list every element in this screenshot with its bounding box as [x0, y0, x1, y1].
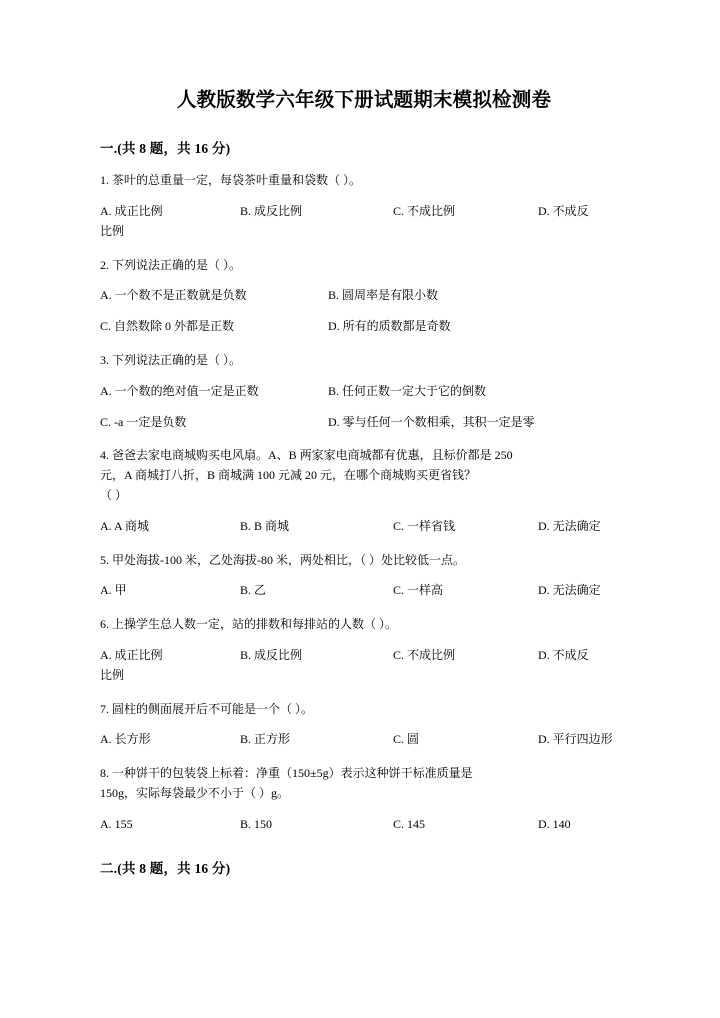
option-d[interactable]: D. 无法确定: [538, 583, 601, 598]
question-stem: 1. 茶叶的总重量一定，每袋茶叶重量和袋数（ ）。: [100, 173, 362, 188]
option-c[interactable]: C. 不成比例: [393, 204, 456, 219]
question-options: [100, 286, 628, 306]
question-stem: 3. 下列说法正确的是（ ）。: [100, 353, 242, 368]
question-stem: 2. 下列说法正确的是（ ）。: [100, 257, 242, 272]
option-c[interactable]: C. 自然数除 0 外都是正数: [100, 319, 235, 334]
option-a[interactable]: A. 一个数的绝对值一定是正数: [100, 383, 259, 398]
question-8: [100, 764, 628, 834]
question-stem: 7. 圆柱的侧面展开后不可能是一个（ ）。: [100, 701, 314, 716]
option-c[interactable]: C. 一样省钱: [393, 518, 456, 533]
option-overflow: 比例: [100, 667, 125, 682]
question-options: [100, 382, 628, 402]
option-c[interactable]: C. 一样高: [393, 583, 444, 598]
option-a[interactable]: A. 155: [100, 816, 133, 831]
question-stem-line2: 元，A 商城打八折，B 商城满 100 元减 20 元，在哪个商城购买更省钱？: [100, 468, 477, 483]
option-d[interactable]: D. 所有的质数都是奇数: [328, 319, 451, 334]
option-a[interactable]: A. 成正比例: [100, 648, 163, 662]
question-options: [100, 517, 628, 537]
question-stem-line2: 150g，实际每袋最少不小于（ ）g。: [100, 785, 290, 800]
option-d[interactable]: D. 无法确定: [538, 518, 601, 533]
option-a[interactable]: A. 一个数不是正数就是负数: [100, 288, 247, 303]
question-5: [100, 551, 628, 602]
option-c[interactable]: C. 145: [393, 816, 426, 831]
question-6: [100, 615, 628, 685]
option-a[interactable]: A. A 商城: [100, 518, 150, 533]
option-b[interactable]: B. 150: [240, 816, 273, 831]
question-options: [100, 815, 628, 835]
question-options: [100, 730, 628, 750]
option-b[interactable]: B. 成反比例: [240, 648, 303, 662]
question-3: [100, 351, 628, 432]
option-d[interactable]: D. 平行四边形: [538, 732, 613, 747]
question-options: [100, 413, 628, 433]
option-c[interactable]: C. 不成比例: [393, 648, 456, 662]
option-a[interactable]: A. 成正比例: [100, 204, 163, 219]
option-b[interactable]: B. B 商城: [240, 518, 290, 533]
option-d[interactable]: D. 零与任何一个数相乘，其积一定是零: [328, 414, 535, 429]
page-title: 人教版数学六年级下册试题期末模拟检测卷: [176, 90, 552, 111]
question-2: [100, 256, 628, 337]
question-stem-line3: （ ）: [100, 488, 128, 503]
question-options: [100, 202, 628, 242]
section-heading-1: 一.(共 8 题，共 16 分): [100, 141, 231, 157]
option-a[interactable]: A. 甲: [100, 583, 127, 598]
question-1: [100, 171, 628, 241]
option-b[interactable]: B. 圆周率是有限小数: [328, 288, 439, 303]
option-b[interactable]: B. 任何正数一定大于它的倒数: [328, 383, 487, 398]
option-d[interactable]: D. 不成反: [538, 204, 589, 219]
question-7: [100, 700, 628, 751]
option-overflow: 比例: [100, 223, 125, 238]
option-c[interactable]: C. -a 一定是负数: [100, 414, 187, 429]
option-b[interactable]: B. 乙: [240, 583, 267, 598]
question-stem: 4. 爸爸去家电商城购买电风扇。A、B 两家家电商城都有优惠，且标价都是 250: [100, 448, 513, 463]
option-b[interactable]: B. 成反比例: [240, 204, 303, 219]
option-c[interactable]: C. 圆: [393, 732, 420, 747]
question-options: [100, 581, 628, 601]
question-stem: 6. 上操学生总人数一定，站的排数和每排站的人数（ ）。: [100, 617, 398, 632]
section-heading-2: 二.(共 8 题，共 16 分): [100, 860, 231, 876]
question-4: [100, 446, 628, 536]
question-options: [100, 317, 628, 337]
question-options: [100, 646, 628, 686]
option-d[interactable]: D. 140: [538, 816, 571, 831]
question-stem: 5. 甲处海拔-100 米，乙处海拔-80 米，两处相比，（ ）处比较低一点。: [100, 552, 465, 567]
option-d[interactable]: D. 不成反: [538, 648, 589, 662]
option-b[interactable]: B. 正方形: [240, 732, 291, 747]
question-stem: 8. 一种饼干的包装袋上标着：净重（150±5g）表示这种饼干标准质量是: [100, 766, 473, 781]
option-a[interactable]: A. 长方形: [100, 732, 151, 747]
